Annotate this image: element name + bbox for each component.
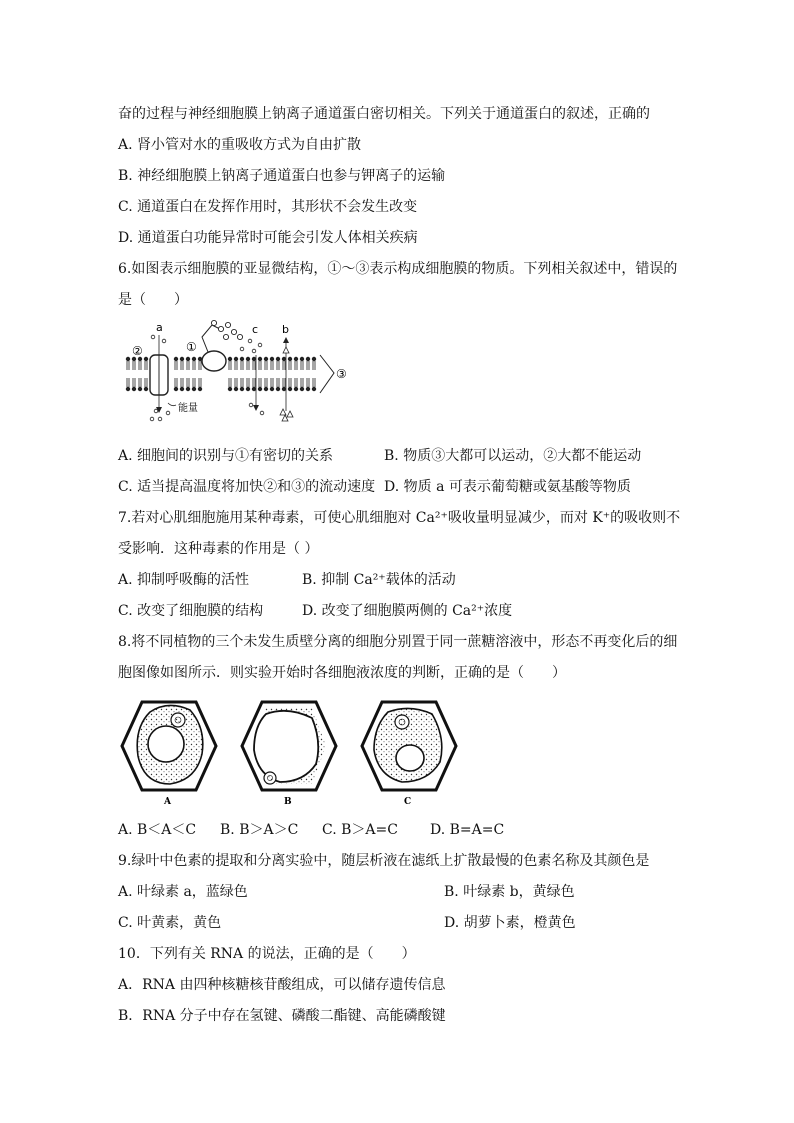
cell-membrane-diagram [122,315,354,425]
q6-option-d: D. 物质 a 可表示葡萄糖或氨基酸等物质 [384,479,631,495]
q7-stem-line2: 受影响．这种毒素的作用是（ ） [118,541,319,557]
q5-option-a: A. 肾小管对水的重吸收方式为自由扩散 [118,137,362,153]
q8-stem-line1: 8.将不同植物的三个未发生质壁分离的细胞分别置于同一蔗糖溶液中，形态不再变化后的细 [118,634,678,650]
q8-stem-line2: 胞图像如图所示．则实验开始时各细胞液浓度的判断，正确的是（ ） [118,665,566,681]
q7-stem-line1: 7.若对心肌细胞施用某种毒素，可使心肌细胞对 Ca²⁺吸收量明显减少，而对 K⁺的吸收则不 [118,510,681,526]
q6-option-a: A. 细胞间的识别与①有密切的关系 [118,448,334,464]
q7-option-b: B. 抑制 Ca²⁺载体的活动 [302,572,456,588]
caption-c: C [404,797,412,807]
label-energy: 能量 [178,403,198,414]
q10-option-a: A．RNA 由四种核糖核苷酸组成，可以储存遗传信息 [118,977,446,993]
q9-option-c: C. 叶黄素，黄色 [118,915,222,931]
caption-a: A [164,797,171,807]
glycoprotein [202,351,226,371]
plant-cell-b [242,702,336,807]
q6-option-b: B. 物质③大都可以运动，②大都不能运动 [384,448,642,464]
q5-option-b: B. 神经细胞膜上钠离子通道蛋白也参与钾离子的运输 [118,168,446,184]
q9-option-d: D. 胡萝卜素，橙黄色 [444,915,576,931]
q8-option-b: B. B＞A＞C [220,822,299,838]
q7-option-c: C. 改变了细胞膜的结构 [118,603,264,619]
caption-b: B [284,797,292,807]
q5-option-d: D. 通道蛋白功能异常时可能会引发人体相关疾病 [118,230,418,246]
q10-stem: 10．下列有关 RNA 的说法，正确的是（ ） [118,946,416,962]
q9-option-a: A. 叶绿素 a，蓝绿色 [118,884,248,900]
plant-cells-figure [120,698,464,808]
q5-option-c: C. 通道蛋白在发挥作用时，其形状不会发生改变 [118,199,418,215]
q8-option-c: C. B＞A=C [322,822,398,838]
plant-cell-c [362,702,456,807]
q6-stem-line2: 是（ ） [118,292,188,308]
label-2: ② [132,344,143,358]
q7-option-d: D. 改变了细胞膜两侧的 Ca²⁺浓度 [302,603,513,619]
q7-option-a: A. 抑制呼吸酶的活性 [118,572,250,588]
label-c: c [252,323,259,336]
q8-option-d: D. B=A=C [430,822,505,838]
q8-option-a: A. B＜A＜C [118,822,197,838]
label-a: a [156,321,163,334]
q10-option-b: B．RNA 分子中存在氢键、磷酸二酯键、高能磷酸键 [118,1008,446,1024]
q9-stem: 9.绿叶中色素的提取和分离实验中，随层析液在滤纸上扩散最慢的色素名称及其颜色是 [118,853,650,869]
q9-option-b: B. 叶绿素 b，黄绿色 [444,884,575,900]
q6-stem-line1: 6.如图表示细胞膜的亚显微结构，①～③表示构成细胞膜的物质。下列相关叙述中，错误的 [118,261,678,277]
label-1: ① [186,340,197,354]
label-3: ③ [336,367,347,381]
q6-option-c: C. 适当提高温度将加快②和③的流动速度 [118,479,376,495]
q5-stem-end: 奋的过程与神经细胞膜上钠离子通道蛋白密切相关。下列关于通道蛋白的叙述，正确的 [118,106,650,122]
label-b: b [282,323,289,336]
plant-cell-a [122,702,216,807]
